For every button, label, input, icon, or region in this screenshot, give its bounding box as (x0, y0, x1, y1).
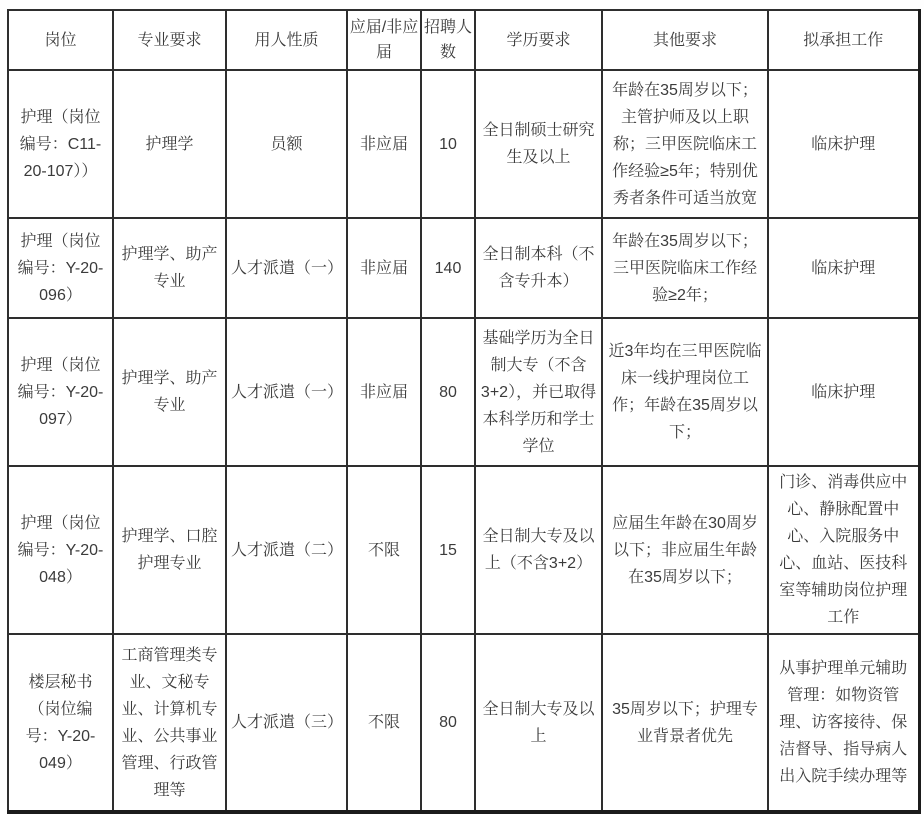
cell-education: 全日制大专及以上（不含3+2） (475, 466, 602, 634)
cell-other: 35周岁以下；护理专业背景者优先 (602, 634, 768, 812)
header-count: 招聘人数 (421, 10, 475, 70)
header-other: 其他要求 (602, 10, 768, 70)
cell-fresh-status: 非应届 (347, 70, 421, 218)
cell-position: 护理（岗位编号：Y-20-048） (8, 466, 113, 634)
table-row (8, 466, 919, 634)
cell-major: 工商管理类专业、文秘专业、计算机专业、公共事业管理、行政管理等 (113, 634, 226, 812)
table-header-row (8, 10, 919, 70)
cell-major: 护理学、助产专业 (113, 318, 226, 466)
cell-work: 门诊、消毒供应中心、静脉配置中心、入院服务中心、血站、医技科室等辅助岗位护理工作 (768, 466, 919, 634)
cell-position: 护理（岗位编号：C11-20-107）） (8, 70, 113, 218)
table-row (8, 70, 919, 218)
table-row (8, 634, 919, 812)
cell-education: 全日制本科（不含专升本） (475, 218, 602, 318)
cell-fresh-status: 不限 (347, 634, 421, 812)
cell-work: 临床护理 (768, 318, 919, 466)
header-fresh-status: 应届/非应届 (347, 10, 421, 70)
table-row (8, 218, 919, 318)
cell-position: 护理（岗位编号：Y-20-097） (8, 318, 113, 466)
cell-nature: 人才派遣（一） (226, 318, 347, 466)
cell-fresh-status: 非应届 (347, 218, 421, 318)
cell-nature: 员额 (226, 70, 347, 218)
cell-education: 全日制硕士研究生及以上 (475, 70, 602, 218)
cell-work: 从事护理单元辅助管理：如物资管理、访客接待、保洁督导、指导病人出入院手续办理等 (768, 634, 919, 812)
header-major: 专业要求 (113, 10, 226, 70)
cell-nature: 人才派遣（一） (226, 218, 347, 318)
cell-other: 近3年均在三甲医院临床一线护理岗位工作；年龄在35周岁以下； (602, 318, 768, 466)
cell-other: 年龄在35周岁以下；三甲医院临床工作经验≥2年； (602, 218, 768, 318)
cell-work: 临床护理 (768, 70, 919, 218)
cell-fresh-status: 不限 (347, 466, 421, 634)
header-nature: 用人性质 (226, 10, 347, 70)
header-position: 岗位 (8, 10, 113, 70)
cell-education: 全日制大专及以上 (475, 634, 602, 812)
cell-work: 临床护理 (768, 218, 919, 318)
cell-fresh-status: 非应届 (347, 318, 421, 466)
cell-education: 基础学历为全日制大专（不含3+2），并已取得本科学历和学士学位 (475, 318, 602, 466)
table-row (8, 318, 919, 466)
header-education: 学历要求 (475, 10, 602, 70)
cell-count: 80 (421, 634, 475, 812)
cell-other: 年龄在35周岁以下；主管护师及以上职称；三甲医院临床工作经验≥5年；特别优秀者条件可适当放宽 (602, 70, 768, 218)
cell-count: 80 (421, 318, 475, 466)
cell-nature: 人才派遣（三） (226, 634, 347, 812)
recruitment-table (7, 9, 921, 814)
cell-count: 15 (421, 466, 475, 634)
cell-major: 护理学 (113, 70, 226, 218)
cell-other: 应届生年龄在30周岁以下；非应届生年龄在35周岁以下； (602, 466, 768, 634)
cell-major: 护理学、助产专业 (113, 218, 226, 318)
cell-position: 护理（岗位编号：Y-20-096） (8, 218, 113, 318)
cell-nature: 人才派遣（二） (226, 466, 347, 634)
cell-count: 10 (421, 70, 475, 218)
header-work: 拟承担工作 (768, 10, 919, 70)
cell-position: 楼层秘书（岗位编号：Y-20-049） (8, 634, 113, 812)
cell-count: 140 (421, 218, 475, 318)
cell-major: 护理学、口腔护理专业 (113, 466, 226, 634)
